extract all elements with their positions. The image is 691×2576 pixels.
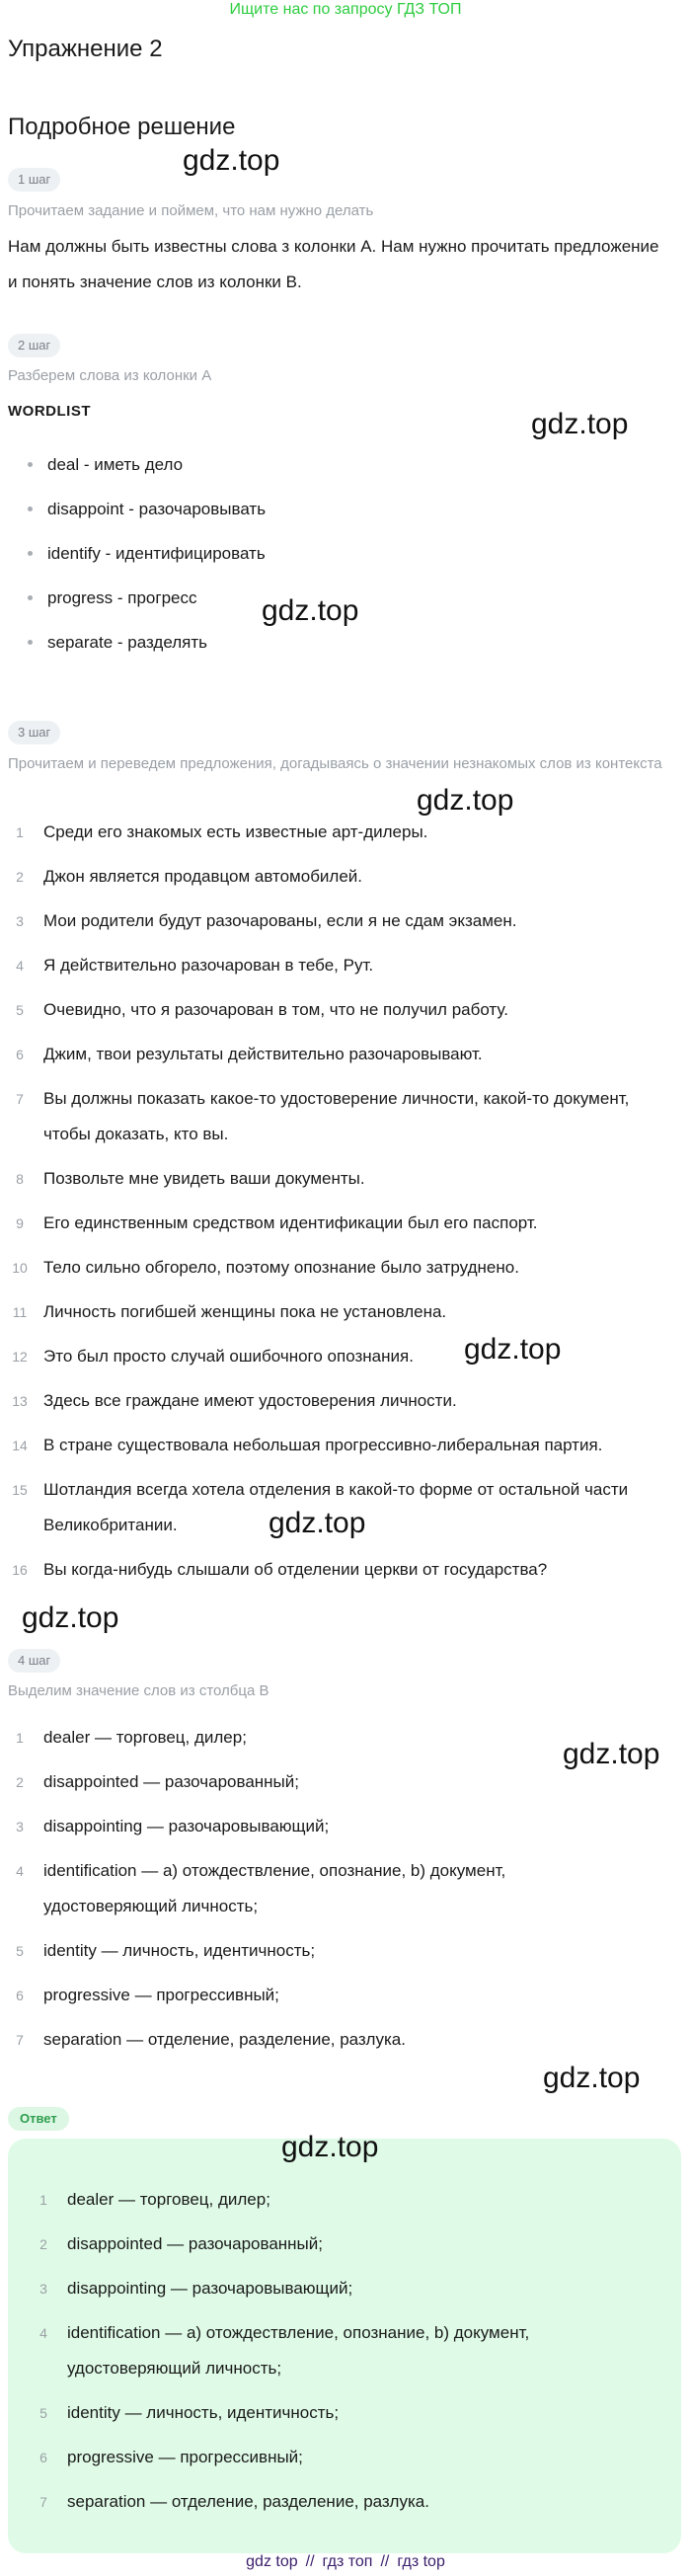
list-item: 1 dealer — торговец, дилер; bbox=[39, 2190, 270, 2209]
step-3-description: Прочитаем и переведем предложения, догадываясь о значении незнакомых слов из контекста bbox=[8, 755, 662, 772]
list-item: 7 Вы должны показать какое-то удостоверение личности, какой-то документ, чтобы доказать, кто вы. bbox=[16, 1089, 630, 1143]
list-item: 4 identification — a) отождествление, опознание, b) документ, удостоверяющий личность; bbox=[16, 1861, 506, 1915]
step-1-badge: 1 шаг bbox=[8, 168, 60, 192]
step-3-badge: 3 шаг bbox=[8, 721, 60, 744]
list-item: 11 Личность погибшей женщины пока не установлена. bbox=[12, 1302, 447, 1321]
step-2-badge: 2 шаг bbox=[8, 334, 60, 357]
list-item: 14 В стране существовала небольшая прогрессивно-либеральная партия. bbox=[12, 1436, 603, 1454]
list-item: 3 disappointing — разочаровывающий; bbox=[39, 2279, 353, 2298]
answer-badge: Ответ bbox=[8, 2107, 69, 2131]
footer-link[interactable]: gdz top bbox=[246, 2553, 298, 2570]
wordlist bbox=[24, 442, 266, 664]
watermark: gdz.top bbox=[269, 1507, 366, 1539]
footer-separator: // bbox=[305, 2553, 315, 2570]
list-item: 16 Вы когда-нибудь слышали об отделении церкви от государства? bbox=[12, 1560, 548, 1579]
list-item: 5 identity — личность, идентичность; bbox=[39, 2403, 340, 2422]
watermark: gdz.top bbox=[543, 2062, 641, 2094]
footer-links bbox=[0, 2551, 691, 2573]
list-item: 2 Джон является продавцом автомобилей. bbox=[16, 867, 363, 886]
list-item: 15 Шотландия всегда хотела отделения в какой-то форме от остальной части Великобритании. bbox=[12, 1480, 629, 1534]
watermark: gdz.top bbox=[262, 594, 359, 627]
list-item: 4 identification — a) отождествление, опознание, b) документ, удостоверяющий личность; bbox=[39, 2323, 530, 2378]
step-2-description: Разберем слова из колонки А bbox=[8, 367, 212, 384]
list-item: 10 Тело сильно обгорело, поэтому опознание было затруднено. bbox=[12, 1258, 519, 1277]
list-item: 6 progressive — прогрессивный; bbox=[16, 1986, 279, 2004]
answer-list bbox=[32, 2182, 624, 2529]
list-item: 13 Здесь все граждане имеют удостоверения личности. bbox=[12, 1391, 457, 1410]
watermark: gdz.top bbox=[22, 1601, 119, 1634]
search-banner: Ищите нас по запросу ГДЗ ТОП bbox=[229, 1, 462, 18]
exercise-title: Упражнение 2 bbox=[8, 36, 163, 62]
watermark: gdz.top bbox=[563, 1738, 660, 1770]
list-item: 3 Мои родители будут разочарованы, если я не сдам экзамен. bbox=[16, 911, 517, 930]
list-item: 1 dealer — торговец, дилер; bbox=[16, 1728, 247, 1747]
section-title: Подробное решение bbox=[8, 114, 236, 140]
list-item: identify - идентифицировать bbox=[24, 531, 266, 576]
watermark: gdz.top bbox=[464, 1333, 562, 1366]
list-item: 4 Я действительно разочарован в тебе, Рут. bbox=[16, 956, 374, 975]
list-item: 12 Это был просто случай ошибочного опознания. bbox=[12, 1347, 414, 1366]
list-item: 7 separation — отделение, разделение, разлука. bbox=[16, 2030, 406, 2049]
list-item: separate - разделять bbox=[24, 620, 266, 664]
list-item: 7 separation — отделение, разделение, разлука. bbox=[39, 2492, 429, 2511]
list-item: 1 Среди его знакомых есть известные арт-дилеры. bbox=[16, 822, 428, 841]
list-item: disappoint - разочаровывать bbox=[24, 487, 266, 531]
list-item: 3 disappointing — разочаровывающий; bbox=[16, 1817, 330, 1835]
definition-list bbox=[8, 1720, 600, 2067]
list-item: 6 progressive — прогрессивный; bbox=[39, 2448, 303, 2466]
footer-separator: // bbox=[380, 2553, 390, 2570]
sentence-list bbox=[8, 815, 679, 1597]
list-item: progress - прогресс bbox=[24, 576, 266, 620]
footer-link[interactable]: гдз топ bbox=[322, 2553, 373, 2570]
step-1-description: Прочитаем задание и поймем, что нам нужно делать bbox=[8, 202, 374, 219]
footer-link[interactable]: гдз top bbox=[397, 2553, 445, 2570]
list-item: 2 disappointed — разочарованный; bbox=[16, 1772, 299, 1791]
watermark: gdz.top bbox=[531, 408, 629, 440]
list-item: 5 identity — личность, идентичность; bbox=[16, 1941, 316, 1960]
list-item: 9 Его единственным средством идентификации был его паспорт. bbox=[16, 1213, 538, 1232]
watermark: gdz.top bbox=[417, 784, 514, 817]
step-4-badge: 4 шаг bbox=[8, 1649, 60, 1673]
step-1-text: Нам должны быть известны слова з колонки А. Нам нужно прочитать предложение и понять значение слов из колонки В. bbox=[8, 237, 659, 291]
list-item: 5 Очевидно, что я разочарован в том, что не получил работу. bbox=[16, 1000, 508, 1019]
list-item: 6 Джим, твои результаты действительно разочаровывают. bbox=[16, 1045, 483, 1063]
wordlist-heading: WORDLIST bbox=[8, 403, 91, 420]
list-item: deal - иметь дело bbox=[24, 442, 266, 487]
list-item: 8 Позвольте мне увидеть ваши документы. bbox=[16, 1169, 365, 1188]
watermark: gdz.top bbox=[183, 144, 280, 177]
watermark: gdz.top bbox=[281, 2131, 379, 2163]
answer-box bbox=[8, 2139, 681, 2553]
step-4-description: Выделим значение слов из столбца В bbox=[8, 1682, 269, 1699]
list-item: 2 disappointed — разочарованный; bbox=[39, 2234, 323, 2253]
